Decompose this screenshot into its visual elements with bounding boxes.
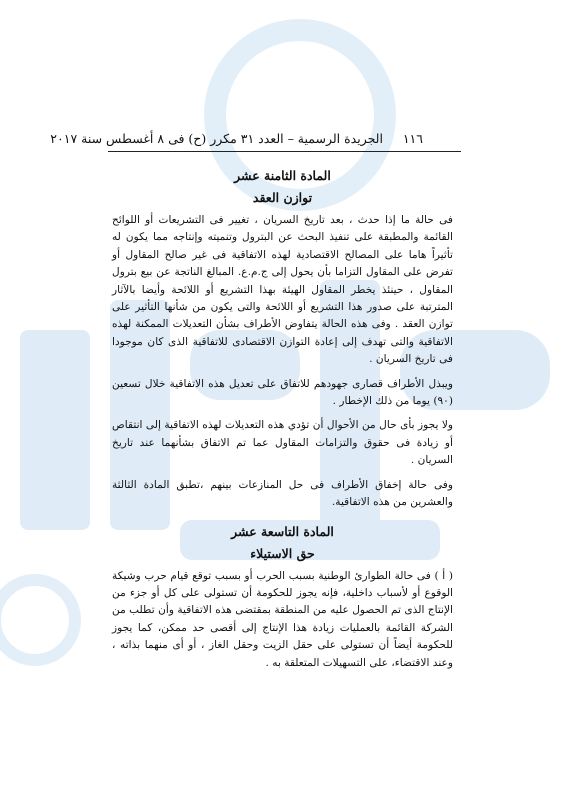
article-18-paragraph-4: وفى حالة إخفاق الأطراف فى حل المنازعات بينهم ،تطبق المادة الثالثة والعشرين من هذه الاتفاقية.	[112, 478, 453, 509]
article-18-paragraph-1: فى حالة ما إذا حدث ، بعد تاريخ السريان ، تغيير فى التشريعات أو اللوائح القائمة والمطبقة على تنفيذ البحث عن البترول وتنميته وإنتاجه مما يكون له تأثيراً هاما على المصالح الاقتصادية لهذه الاتفاقية فى غير صالح المقاول أو تفرض على المقاول التزاما بأن يحول إلى ج.م.ع. المبالغ الناتجة عن بيع بترول المقاول ، حينئذ يخطر المقاول الهيئة بهذا التشريع أو اللائحة وأيضا بالآثار المترتبة على صدور هذا التشريع أو اللائحة والتى يكون من شأنها التأثير على توازن العقد . وفى هذه الحالة يتفاوض الأطراف بشأن التعديلات الممكنة لهذه الاتفاقية والتى تهدف إلى إعادة التوازن الاقتصادى للاتفاقية الذى كان موجودا فى تاريخ السريان .	[112, 214, 453, 366]
header-divider	[108, 151, 461, 152]
article-19-subtitle: حق الاستيلاء	[250, 545, 315, 561]
page-number: ١١٦	[402, 131, 423, 146]
journal-title: الجريدة الرسمية – العدد ٣١ مكرر (ح) فى ٨ أغسطس سنة ٢٠١٧	[50, 131, 383, 146]
page-header	[50, 131, 423, 146]
article-18-title: المادة الثامنة عشر	[234, 168, 331, 183]
document-body	[112, 166, 453, 679]
article-19-title: المادة التاسعة عشر	[231, 523, 334, 539]
article-18-paragraph-3: ولا يجوز بأى حال من الأحوال أن تؤدي هذه التعديلات لهذه الاتفاقية إلى انتقاص أو زيادة فى حقوق والتزامات المقاول عما تم الاتفاق بشأنهما عند تاريخ السريان .	[112, 419, 453, 467]
article-19-paragraph-1: ( أ ) فى حالة الطوارئ الوطنية بسبب الحرب أو بسبب توقع قيام حرب وشيكة الوقوع أو لأسباب داخلية، فإنه يجوز للحكومة أن تستولى على كل أو جزء من الإنتاج الذى تم الحصول عليه من المنطقة بمقتضى هذه الاتفاقية وأن تطلب من الشركة القائمة بالعمليات زيادة هذا الإنتاج إلى أقصى حد ممكن، كما يجوز للحكومة أيضاً أن تستولى على حقل الزيت وحقل الغاز ، أو أى منهما بذاته ، وعند الاقتضاء، على التسهيلات المتعلقة به .	[112, 569, 453, 669]
article-18-subtitle: توازن العقد	[252, 190, 313, 205]
article-18-paragraph-2: ويبذل الأطراف قصارى جهودهم للاتفاق على تعديل هذه الاتفاقية خلال تسعين (٩٠) يوما من ذلك الإخطار .	[112, 377, 453, 408]
